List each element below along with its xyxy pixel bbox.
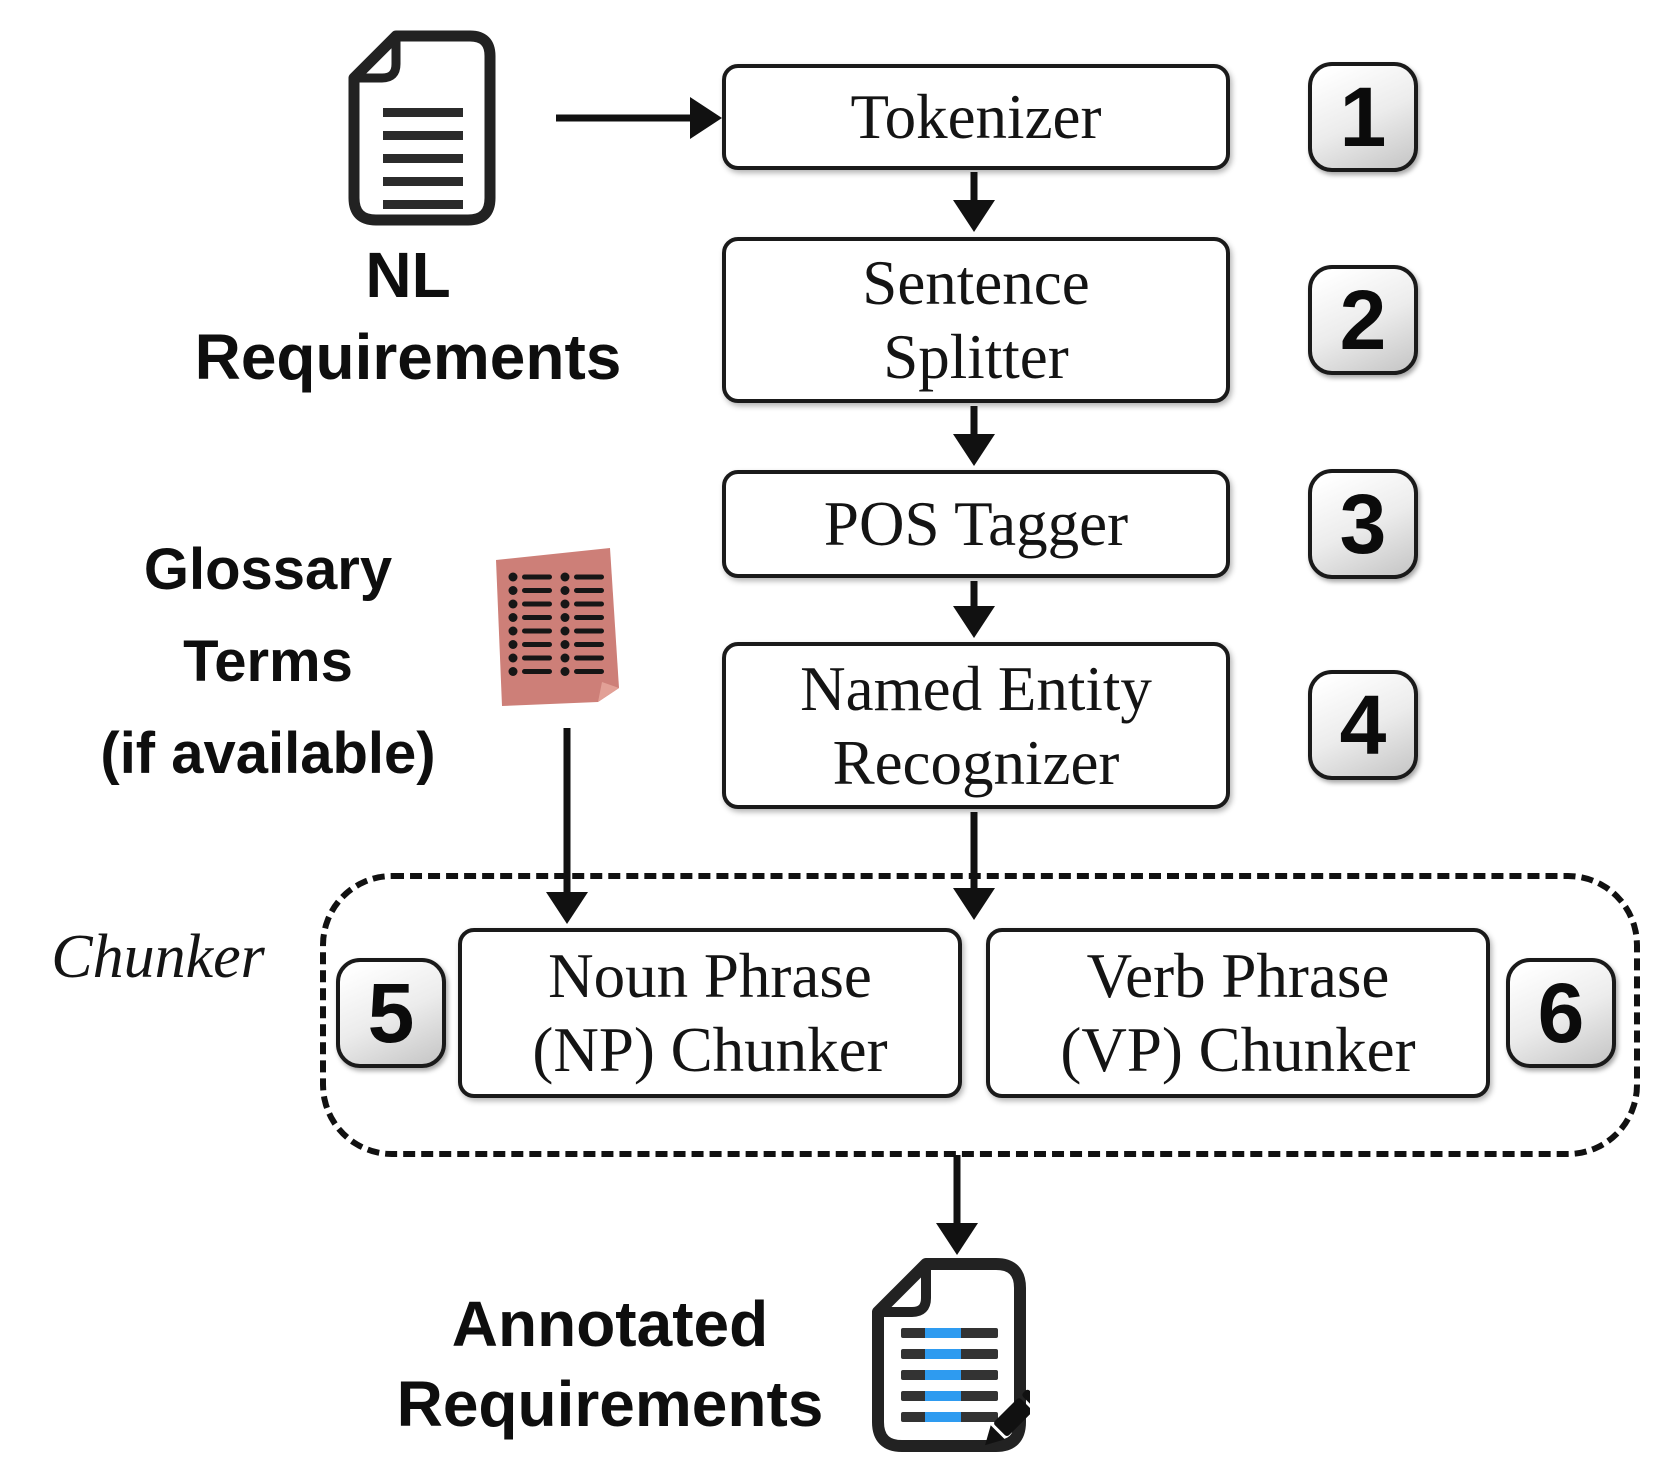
step-badge-5 <box>336 958 446 1068</box>
annotated-document-pencil-icon <box>870 1256 1030 1456</box>
pos-tagger-box <box>722 470 1230 578</box>
step-badge-4-number: 4 <box>1339 677 1387 772</box>
ner-label-line1: Named Entity <box>800 653 1152 724</box>
arrow-ner-to-chunker <box>952 812 996 920</box>
glossary-label-line1: Glossary <box>143 537 393 602</box>
vp-chunker-box <box>986 928 1490 1098</box>
step-badge-2-number: 2 <box>1339 272 1387 367</box>
step-badge-3-number: 3 <box>1339 476 1387 571</box>
glossary-terms-label <box>18 524 518 800</box>
pos-tagger-label: POS Tagger <box>823 489 1129 559</box>
vp-chunker-label-line1: Verb Phrase <box>1086 941 1390 1011</box>
vp-chunker-label-line2: (VP) Chunker <box>1060 1015 1416 1085</box>
step-badge-3 <box>1308 469 1418 579</box>
nl-requirements-document-icon <box>346 28 498 228</box>
nl-requirements-label-line1: NL <box>365 239 451 311</box>
ner-label-line2: Recognizer <box>832 727 1120 798</box>
arrow-splitter-to-pos <box>952 406 996 466</box>
nl-requirements-label <box>158 234 658 398</box>
sentence-splitter-label-line2: Splitter <box>883 322 1069 392</box>
glossary-note-icon <box>486 544 626 714</box>
step-badge-5-number: 5 <box>367 965 415 1060</box>
chunker-group-label: Chunker <box>51 923 265 991</box>
glossary-label-line2: Terms <box>183 629 353 694</box>
annotated-requirements-label-line1: Annotated <box>451 1288 769 1360</box>
step-badge-6 <box>1506 958 1616 1068</box>
step-badge-1-number: 1 <box>1339 69 1387 164</box>
step-badge-2 <box>1308 265 1418 375</box>
step-badge-4 <box>1308 670 1418 780</box>
named-entity-recognizer-box <box>722 642 1230 809</box>
nl-requirements-label-line2: Requirements <box>194 321 622 393</box>
arrow-tokenizer-to-splitter <box>952 172 996 232</box>
arrow-nl-to-tokenizer <box>556 96 722 140</box>
annotated-requirements-label-line2: Requirements <box>396 1368 824 1440</box>
arrow-pos-to-ner <box>952 581 996 638</box>
arrow-glossary-to-np-chunker <box>545 728 589 924</box>
np-chunker-box <box>458 928 962 1098</box>
glossary-label-line3: (if available) <box>100 721 436 786</box>
step-badge-1 <box>1308 62 1418 172</box>
step-badge-6-number: 6 <box>1537 965 1585 1060</box>
tokenizer-box <box>722 64 1230 170</box>
arrow-chunker-to-output <box>935 1155 979 1255</box>
sentence-splitter-label-line1: Sentence <box>862 248 1090 318</box>
sentence-splitter-box <box>722 237 1230 403</box>
annotated-requirements-label <box>360 1284 860 1444</box>
tokenizer-label: Tokenizer <box>850 82 1102 152</box>
np-chunker-label-line1: Noun Phrase <box>548 941 872 1011</box>
np-chunker-label-line2: (NP) Chunker <box>532 1015 888 1085</box>
